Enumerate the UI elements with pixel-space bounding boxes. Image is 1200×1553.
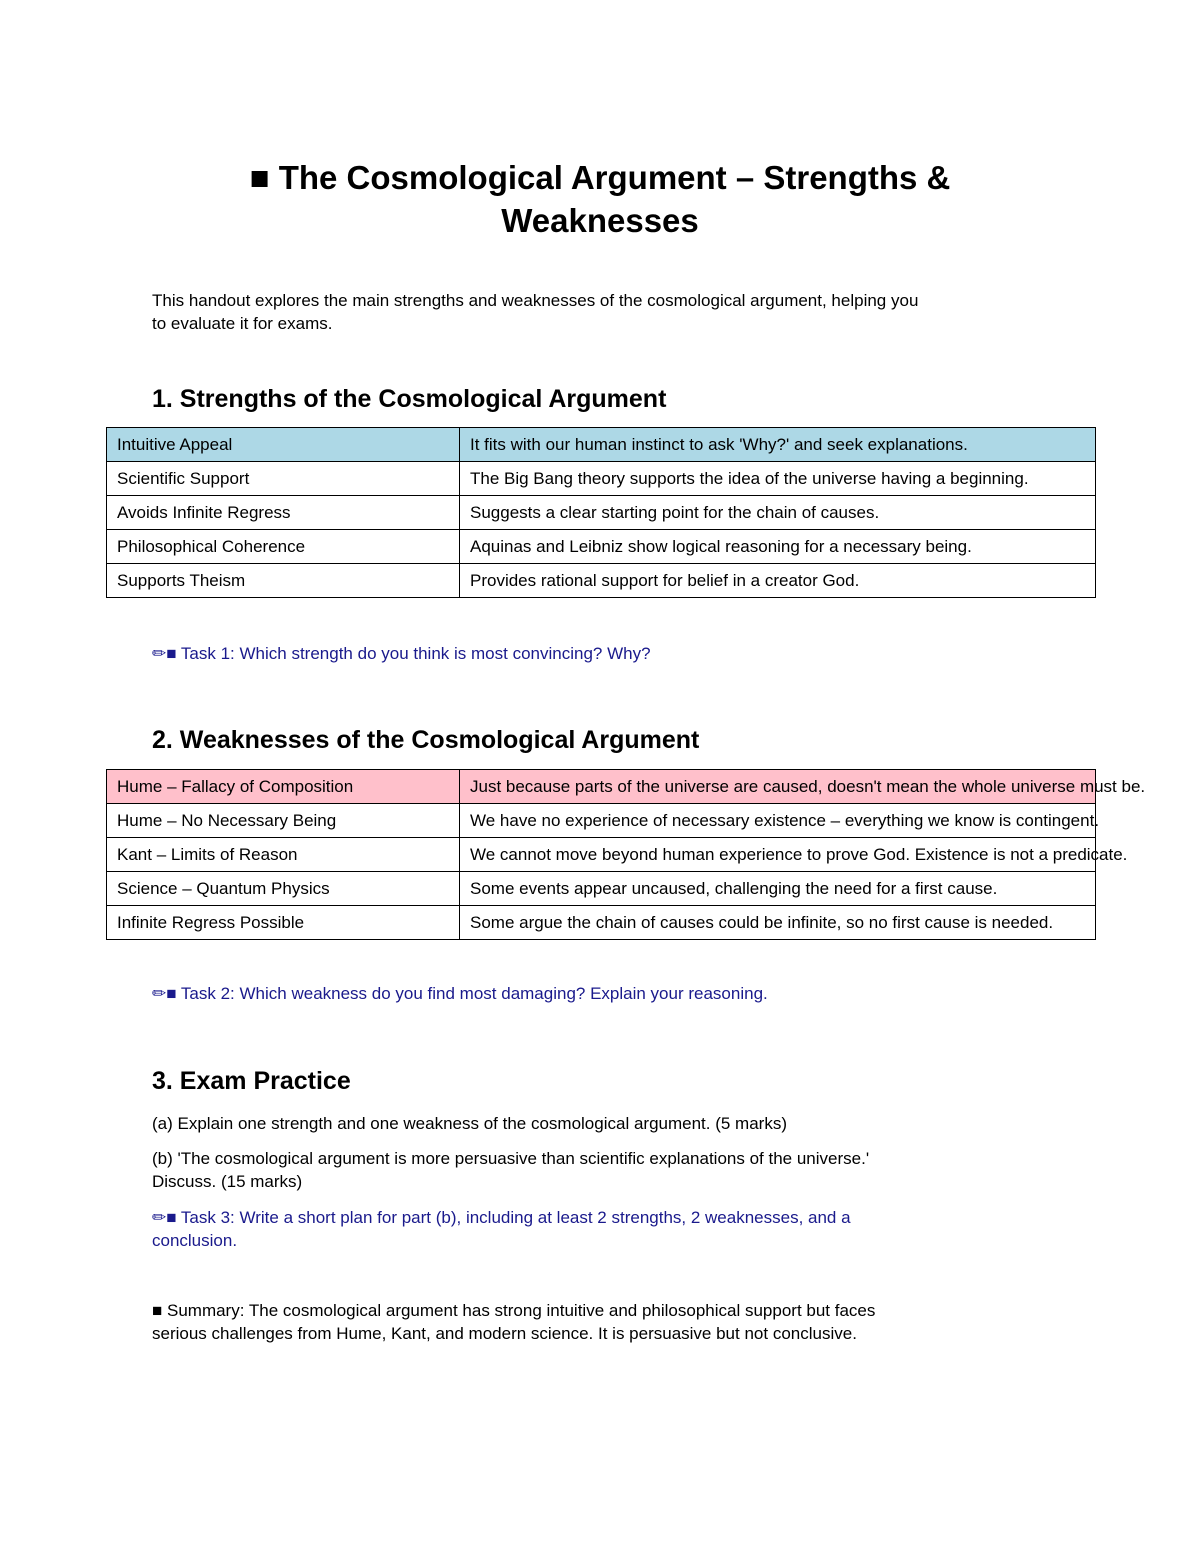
table-row: [107, 428, 1096, 462]
summary-line-2: serious challenges from Hume, Kant, and modern science. It is persuasive but not conclusive.: [152, 1324, 857, 1343]
table-cell-explanation: The Big Bang theory supports the idea of the universe having a beginning.: [460, 462, 1096, 496]
table-row: [107, 496, 1096, 530]
table-cell-point: Hume – Fallacy of Composition: [107, 770, 460, 804]
table-cell-point: Hume – No Necessary Being: [107, 804, 460, 838]
table-row: [107, 564, 1096, 598]
task-3-prompt: [152, 1206, 1052, 1252]
table-cell-point: Intuitive Appeal: [107, 428, 460, 462]
intro-paragraph: [152, 289, 1072, 335]
table-cell-point: Kant – Limits of Reason: [107, 838, 460, 872]
table-cell-explanation: Some argue the chain of causes could be infinite, so no first cause is needed.: [460, 906, 1096, 940]
strengths-table: [106, 427, 1096, 598]
table-row: [107, 530, 1096, 564]
table-cell-explanation: Provides rational support for belief in a creator God.: [460, 564, 1096, 598]
question-b-line-1: (b) 'The cosmological argument is more persuasive than scientific explanations of the universe.': [152, 1149, 870, 1168]
table-cell-point: Supports Theism: [107, 564, 460, 598]
weaknesses-table: [106, 769, 1146, 940]
weaknesses-heading: 2. Weaknesses of the Cosmological Argument: [152, 726, 700, 754]
question-b-line-2: Discuss. (15 marks): [152, 1172, 303, 1191]
title-line-2: Weaknesses: [501, 202, 699, 239]
title-line-1: ■ The Cosmological Argument – Strengths &: [249, 159, 951, 196]
question-a-text: (a) Explain one strength and one weakness of the cosmological argument. (5 marks): [152, 1114, 787, 1133]
strengths-heading: 1. Strengths of the Cosmological Argument: [152, 385, 667, 413]
summary-line-1: ■ Summary: The cosmological argument has strong intuitive and philosophical support but faces: [152, 1301, 876, 1320]
exam-question-b: [152, 1147, 1052, 1193]
table-cell-explanation: Aquinas and Leibniz show logical reasoning for a necessary being.: [460, 530, 1096, 564]
table-cell-point: Avoids Infinite Regress: [107, 496, 460, 530]
table-cell-explanation: Suggests a clear starting point for the chain of causes.: [460, 496, 1096, 530]
page-title: [150, 156, 1050, 242]
intro-line-2: to evaluate it for exams.: [152, 314, 333, 333]
intro-line-1: This handout explores the main strengths and weaknesses of the cosmological argument, helping you: [152, 291, 919, 310]
table-row: [107, 770, 1096, 804]
task-1-prompt: ✏■ Task 1: Which strength do you think is most convincing? Why?: [152, 644, 651, 663]
table-cell-explanation: Just because parts of the universe are caused, doesn't mean the whole universe must be.: [460, 770, 1096, 804]
table-row: [107, 906, 1096, 940]
table-row: [107, 838, 1096, 872]
table-cell-point: Science – Quantum Physics: [107, 872, 460, 906]
exam-question-a: [152, 1112, 1052, 1135]
table-cell-explanation: Some events appear uncaused, challenging the need for a first cause.: [460, 872, 1096, 906]
summary-paragraph: [152, 1299, 1052, 1345]
table-cell-point: Philosophical Coherence: [107, 530, 460, 564]
task-3-line-2: conclusion.: [152, 1231, 238, 1250]
task-3-line-1: ✏■ Task 3: Write a short plan for part (b), including at least 2 strengths, 2 weaknesses, and a: [152, 1208, 851, 1227]
table-cell-point: Infinite Regress Possible: [107, 906, 460, 940]
table-cell-explanation: We cannot move beyond human experience to prove God. Existence is not a predicate.: [460, 838, 1096, 872]
table-row: [107, 872, 1096, 906]
table-row: [107, 462, 1096, 496]
exam-heading: 3. Exam Practice: [152, 1067, 351, 1095]
task-2-prompt: ✏■ Task 2: Which weakness do you find most damaging? Explain your reasoning.: [152, 984, 768, 1003]
table-cell-point: Scientific Support: [107, 462, 460, 496]
table-cell-explanation: We have no experience of necessary existence – everything we know is contingent.: [460, 804, 1096, 838]
table-row: [107, 804, 1096, 838]
table-cell-explanation: It fits with our human instinct to ask 'Why?' and seek explanations.: [460, 428, 1096, 462]
